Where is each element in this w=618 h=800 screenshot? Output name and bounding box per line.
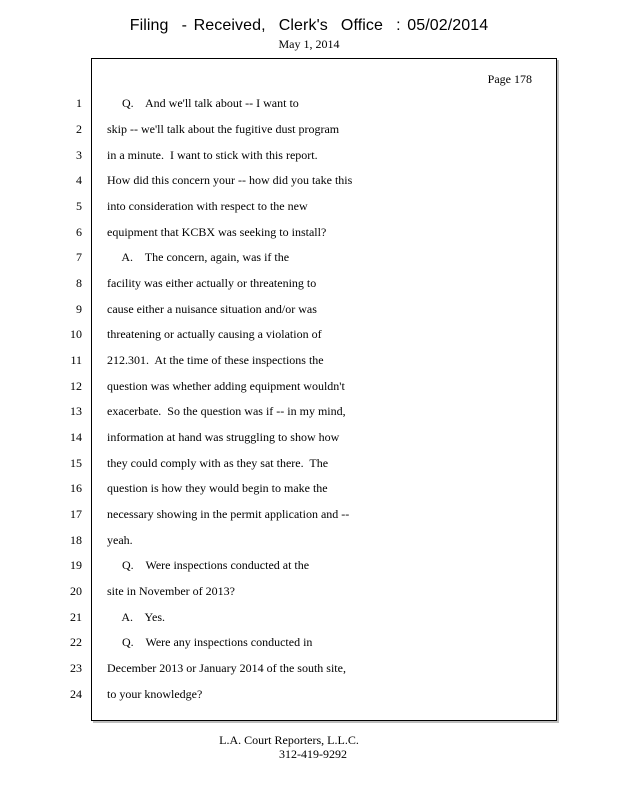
line-text: skip -- we'll talk about the fugitive dust program [107,122,340,136]
line-text: equipment that KCBX was seeking to install? [107,225,327,239]
line-text: yeah. [107,533,133,547]
line-text: Q. And we'll talk about -- I want to [107,96,299,110]
line-text: 212.301. At the time of these inspections the [107,353,324,367]
line-number: 7 [76,250,82,264]
line-number: 5 [76,199,82,213]
line-text: threatening or actually causing a violation of [107,327,322,341]
line-text: to your knowledge? [107,687,203,701]
line-text: necessary showing in the permit application and -- [107,507,350,521]
line-number: 2 [76,122,82,136]
line-number: 19 [70,558,82,572]
line-text: information at hand was struggling to show how [107,430,340,444]
line-number: 8 [76,276,82,290]
line-number: 6 [76,225,82,239]
line-number: 12 [70,379,82,393]
line-number: 10 [70,327,82,341]
page-number: Page 178 [487,72,532,86]
line-text: exacerbate. So the question was if -- in my mind, [107,404,346,418]
line-number: 21 [70,610,82,624]
footer-phone: 312-419-9292 [279,747,347,761]
line-number: 15 [70,456,82,470]
line-number: 24 [70,687,82,701]
line-number: 14 [70,430,82,444]
line-number: 17 [70,507,82,521]
line-number: 1 [76,96,82,110]
line-text: Q. Were inspections conducted at the [107,558,310,572]
line-text: in a minute. I want to stick with this report. [107,148,318,162]
line-text: question is how they would begin to make the [107,481,328,495]
line-text: question was whether adding equipment wouldn't [107,379,345,393]
line-number: 18 [70,533,82,547]
line-number: 13 [70,404,82,418]
footer-company: L.A. Court Reporters, L.L.C. [219,733,359,747]
line-text: site in November of 2013? [107,584,235,598]
line-text: Q. Were any inspections conducted in [107,635,313,649]
line-number: 23 [70,661,82,675]
line-number: 3 [76,148,82,162]
line-text: they could comply with as they sat there. The [107,456,329,470]
line-text: into consideration with respect to the new [107,199,308,213]
line-number: 22 [70,635,82,649]
line-text: How did this concern your -- how did you take this [107,173,353,187]
transcript-page [91,58,557,721]
line-text: cause either a nuisance situation and/or was [107,302,317,316]
line-number: 11 [70,353,82,367]
line-number: 16 [70,481,82,495]
line-number: 4 [76,173,82,187]
line-text: December 2013 or January 2014 of the south site, [107,661,346,675]
line-number: 20 [70,584,82,598]
filing-stamp: Filing - Received, Clerk's Office : 05/02/2014 [129,17,489,34]
header-date: May 1, 2014 [278,37,340,51]
line-number: 9 [76,302,82,316]
line-text: A. Yes. [107,610,166,624]
line-text: A. The concern, again, was if the [107,250,290,264]
line-text: facility was either actually or threatening to [107,276,317,290]
